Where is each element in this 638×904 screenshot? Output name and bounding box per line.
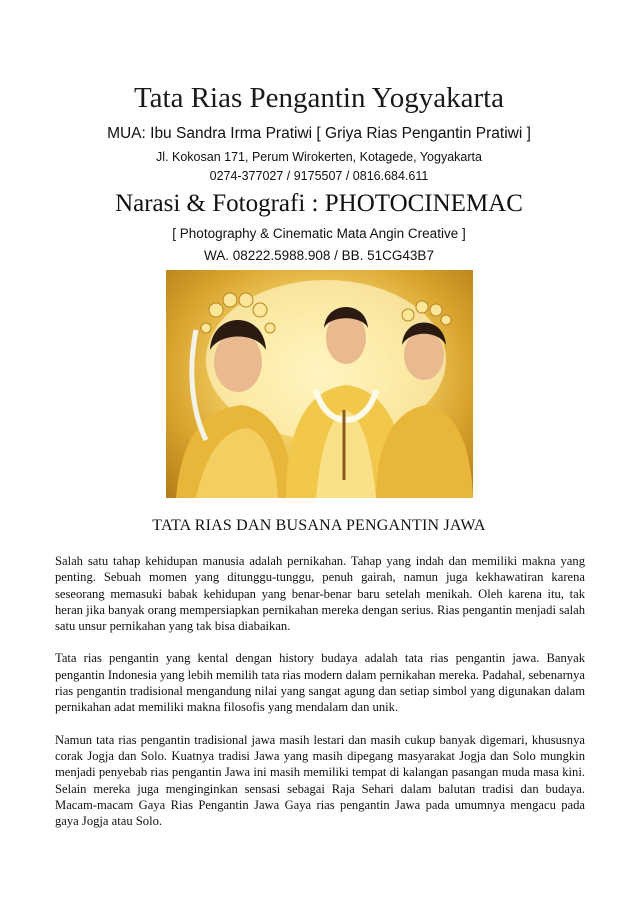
phone-line: 0274-377027 / 9175507 / 0816.684.611 <box>209 169 429 183</box>
narasi-line: Narasi & Fotografi : PHOTOCINEMAC <box>115 190 523 217</box>
page-title: Tata Rias Pengantin Yogyakarta <box>133 82 505 114</box>
paragraph-3: Namun tata rias pengantin tradisional jawa masih lestari dan masih cukup banyak digemari, khususnya corak Jogja dan Solo. Kuatnya tradisi Jawa yang masih dipegang masyarakat Jogja dan Solo mungkin menjadi penyebab rias pengantin Jawa ini masih memiliki tempat di kalangan pasangan muda masa kini. Selain mereka juga menginginkan sensasi sebagai Raja Sehari dalam balutan tradisi dan budaya. Macam-macam Gaya Rias Pengantin Jawa Gaya rias pengantin Jawa pada umumnya mengacu pada gaya Jogja atau Solo. <box>55 732 585 829</box>
article-body <box>55 553 585 845</box>
contact-line: WA. 08222.5988.908 / BB. 51CG43B7 <box>204 248 434 263</box>
mua-line: MUA: Ibu Sandra Irma Pratiwi [ Griya Rias Pengantin Pratiwi ] <box>107 125 531 142</box>
wedding-photo-illustration <box>166 270 473 498</box>
photo-subtitle: [ Photography & Cinematic Mata Angin Creative ] <box>172 226 466 241</box>
paragraph-2: Tata rias pengantin yang kental dengan history budaya adalah tata rias pengantin jawa. Banyak pengantin Indonesia yang lebih memilih tata rias modern dalam pernikahan mereka. Padahal, sebenarnya rias pengantin tradisional mengandung nilai yang sangat agung dan setiap simbol yang digunakan dalam pernikahan adat memiliki makna filosofis yang mendalam dan unik. <box>55 651 585 715</box>
paragraph-1: Salah satu tahap kehidupan manusia adalah pernikahan. Tahap yang indah dan memiliki makna yang penting. Sebuah momen yang ditunggu-tunggu, penuh gairah, namun juga kekhawatiran karena seseorang memasuki babak kehidupan yang benar-benar baru setelah menikah. Oleh karena itu, tak heran jika banyak orang mempersiapkan pernikahan mereka dengan serius. Rias pengantin menjadi salah satu unsur pernikahan yang tak bisa diabaikan. <box>55 554 585 634</box>
address-line: Jl. Kokosan 171, Perum Wirokerten, Kotagede, Yogyakarta <box>156 150 482 164</box>
section-heading: TATA RIAS DAN BUSANA PENGANTIN JAWA <box>152 517 486 534</box>
wedding-photo <box>166 270 473 498</box>
